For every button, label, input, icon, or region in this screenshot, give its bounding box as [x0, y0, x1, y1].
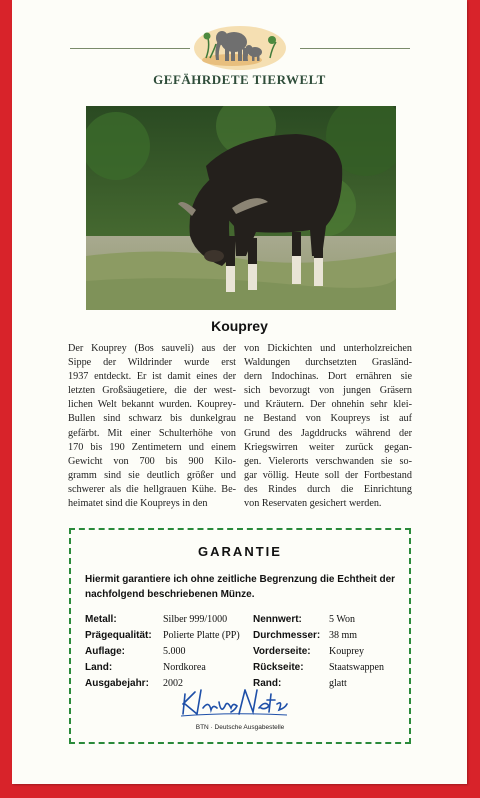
kouprey-icon	[86, 106, 396, 310]
spec-value: Kouprey	[329, 646, 364, 657]
text-line: letzten Großsäugetiere, die der west-	[68, 385, 236, 397]
header-rule-right	[300, 48, 410, 49]
text-line: von Reservaten gesichert werden.	[244, 498, 382, 510]
description-right-column	[244, 342, 412, 514]
text-line: ne Bestand von Koupreys ist auf	[244, 413, 412, 425]
spec-row	[85, 612, 240, 628]
text-line: sich bevorzugt von jungen Gräsern	[244, 385, 412, 397]
description-left-column	[68, 342, 236, 514]
series-title: GEFÄHRDETE TIERWELT	[153, 72, 326, 87]
spec-value: 5.000	[163, 646, 186, 657]
text-line: Waldungen durchsetzten Grasländ-	[244, 357, 412, 369]
certificate-sheet	[12, 0, 467, 784]
spec-value: glatt	[329, 678, 347, 689]
spec-label: Rückseite:	[253, 662, 304, 673]
spec-label: Auflage:	[85, 646, 125, 657]
text-line: 1937 entdeckt. Er ist damit eines der	[68, 371, 236, 383]
species-name: Kouprey	[211, 318, 268, 334]
guarantee-statement: Hiermit garantiere ich ohne zeitliche Begrenzung die Echtheit der nachfolgend beschriebenen Münze.	[85, 574, 396, 600]
spec-label: Land:	[85, 662, 113, 673]
text-line: gramm sind sie deutlich größer und	[68, 469, 236, 481]
header-rule-left	[70, 48, 190, 49]
spec-row	[253, 644, 384, 660]
description-text	[68, 342, 412, 514]
spec-value: Polierte Platte (PP)	[163, 630, 240, 641]
spec-value: 2002	[163, 678, 183, 689]
text-line: gen. Vielerorts verschwanden sie so-	[244, 455, 412, 467]
spec-label: Metall:	[85, 614, 117, 625]
spec-value: 5 Won	[329, 614, 355, 625]
text-line: Sippe der Wildrinder wurde erst	[68, 357, 236, 369]
spec-row	[85, 628, 240, 644]
signature	[179, 686, 289, 720]
spec-label: Rand:	[253, 678, 282, 689]
text-line: gefärbt. Mit einer Schulterhöhe von	[68, 427, 236, 439]
spec-row	[85, 660, 240, 676]
text-line: von Dickichten und unterholzreichen	[244, 343, 412, 354]
text-line: schwerer als die hellgrauen Kühe. Be-	[68, 483, 236, 495]
guarantee-box	[69, 528, 411, 744]
spec-row	[253, 612, 384, 628]
elephant-family-icon	[192, 18, 288, 72]
spec-list-left	[85, 612, 240, 692]
text-line: Gewicht von 700 bis 900 Kilo-	[68, 455, 236, 467]
text-line: und Kräutern. Der ohnehin sehr klei-	[244, 399, 412, 411]
text-line: Grund des Jagddrucks während der	[244, 427, 412, 439]
spec-label: Durchmesser:	[253, 630, 321, 641]
spec-label: Prägequalität:	[85, 630, 152, 641]
text-line: Kriegswirren weiter zurück gegan-	[244, 441, 412, 453]
text-line: dern Indochinas. Dort ernähren sie	[244, 371, 412, 383]
spec-label: Vorderseite:	[253, 646, 311, 657]
signature-caption: BTN · Deutsche Ausgabestelle	[195, 724, 285, 731]
spec-value: Silber 999/1000	[163, 614, 228, 625]
spec-list-right	[253, 612, 384, 692]
spec-value: Nordkorea	[163, 662, 206, 673]
text-line: 170 bis 190 Zentimetern und einem	[68, 441, 236, 453]
spec-row	[253, 660, 384, 676]
text-line: gar völlig. Heute soll der Fortbestand	[244, 469, 412, 481]
spec-label: Ausgabejahr:	[85, 678, 149, 689]
text-line: Bullen sind schwarz bis dunkelgrau	[68, 413, 236, 425]
text-line: Der Kouprey (Bos sauveli) aus der	[68, 343, 236, 354]
text-line: des Rindes durch die Einrichtung	[244, 483, 412, 495]
spec-row	[85, 644, 240, 660]
spec-label: Nennwert:	[253, 614, 302, 625]
spec-row	[253, 628, 384, 644]
spec-value: 38 mm	[329, 630, 358, 641]
text-line: heimatet sind die Koupreys in den	[68, 498, 208, 510]
spec-value: Staatswappen	[329, 662, 384, 673]
text-line: lichen Welt bekannt wurden. Kouprey-	[68, 399, 236, 411]
guarantee-title: GARANTIE	[198, 544, 282, 559]
